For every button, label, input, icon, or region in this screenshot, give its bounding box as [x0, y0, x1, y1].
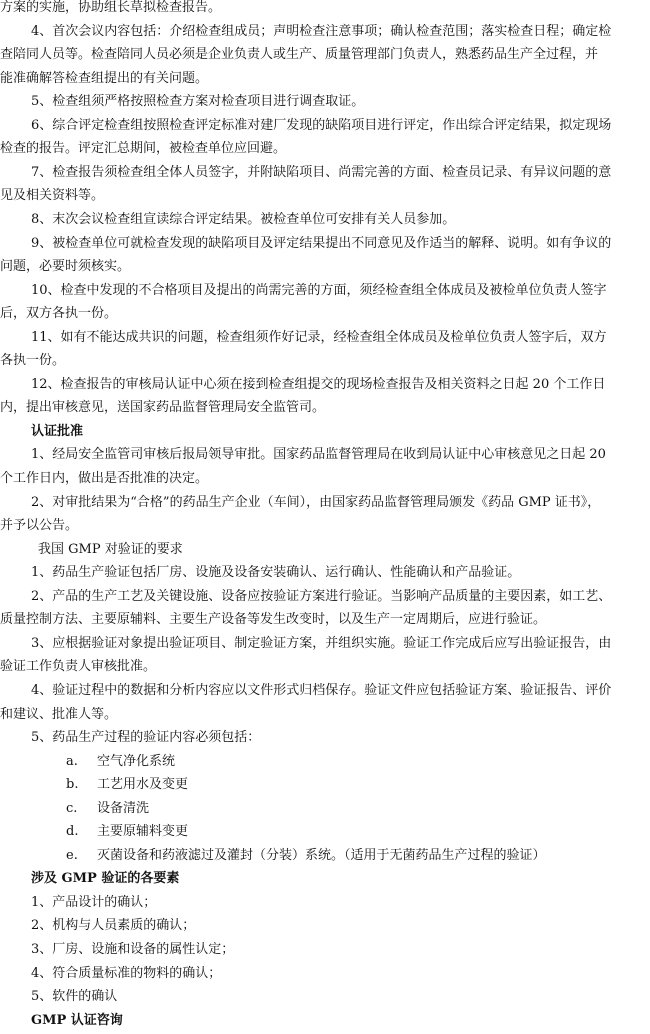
text-line: 各执一份。 [0, 353, 66, 368]
text-line: 检查的报告。评定汇总期间，被检查单位应回避。 [0, 141, 287, 156]
text-line: 见及相关资料等。 [0, 188, 105, 203]
text-line: 方案的实施，协助组长草拟检查报告。 [0, 0, 222, 15]
section-heading-approval: 认证批准 [31, 424, 84, 439]
list-marker: c. [66, 801, 78, 816]
paragraph-7-line: 7、检查报告须检查组全体人员签字，并附缺陷项目、尚需完善的方面、检查员记录、有异议问题的意 [31, 165, 612, 180]
list-item: 灭菌设备和药液滤过及灌封（分装）系统。（适用于无菌药品生产过程的验证） [97, 848, 546, 863]
approval-item-1: 1、经局安全监管司审核后报局领导审批。国家药品监督管理局在收到局认证中心审核意见之日起 20 [31, 447, 606, 462]
text-line: 和建议、批准人等。 [0, 707, 118, 722]
list-item: 主要原辅料变更 [97, 824, 189, 839]
text-line: 查陪同人员等。检查陪同人员必须是企业负责人或生产、质量管理部门负责人，熟悉药品生产全过程，并 [0, 47, 599, 62]
list-marker: a. [66, 754, 78, 769]
list-marker: b. [66, 777, 79, 792]
paragraph-9-line: 9、被检查单位可就检查发现的缺陷项目及评定结果提出不同意见及作适当的解释、说明。如有争议的 [31, 236, 612, 251]
paragraph-12-line: 12、检查报告的审核局认证中心须在接到检查组提交的现场检查报告及相关资料之日起 20 个工作日 [31, 377, 606, 392]
elements-item-4: 4、符合质量标准的物料的确认； [31, 966, 222, 981]
list-marker: d. [66, 824, 79, 839]
section-heading-validation: 我国 GMP 对验证的要求 [38, 542, 183, 557]
validation-item-1: 1、药品生产验证包括厂房、设施及设备安装确认、运行确认、性能确认和产品验证。 [31, 565, 521, 580]
paragraph-4-line: 4、首次会议内容包括：介绍检查组成员；声明检查注意事项；确认检查范围；落实检查日程；确定检 [31, 24, 612, 39]
text-line: 个工作日内，做出是否批准的决定。 [0, 471, 209, 486]
validation-item-2: 2、产品的生产工艺及关键设施、设备应按验证方案进行验证。当影响产品质量的主要因素，如工艺、 [31, 589, 612, 604]
paragraph-11-line: 11、如有不能达成共识的问题，检查组须作好记录，经检查组全体成员及检单位负责人签字后，双方 [31, 330, 607, 345]
elements-item-1: 1、产品设计的确认； [31, 895, 157, 910]
validation-item-5: 5、药品生产过程的验证内容必须包括： [31, 730, 261, 745]
list-item: 设备清洗 [97, 801, 150, 816]
paragraph-10-line: 10、检查中发现的不合格项目及提出的尚需完善的方面，须经检查组全体成员及被检单位负责人签字 [31, 283, 607, 298]
section-heading-elements: 涉及 GMP 验证的各要素 [31, 871, 180, 886]
text-line: 内，提出审核意见，送国家药品监督管理局安全监管司。 [0, 400, 326, 415]
approval-item-2: 2、对审批结果为“合格”的药品生产企业（车间），由国家药品监督管理局颁发《药品 GMP 证书》， [31, 495, 601, 510]
section-heading-consulting: GMP 认证咨询 [31, 1013, 123, 1028]
text-line: 质量控制方法、主要原辅料、主要生产设备等发生改变时，以及生产一定周期后，应进行验证。 [0, 612, 547, 627]
list-item: 空气净化系统 [97, 754, 176, 769]
text-line: 验证工作负责人审核批准。 [0, 659, 157, 674]
validation-item-4: 4、验证过程中的数据和分析内容应以文件形式归档保存。验证文件应包括验证方案、验证报告、评价 [31, 683, 612, 698]
paragraph-6-line: 6、综合评定检查组按照检查评定标准对建厂发现的缺陷项目进行评定，作出综合评定结果，拟定现场 [31, 118, 612, 133]
text-line: 后，双方各执一份。 [0, 306, 118, 321]
text-line: 问题，必要时须核实。 [0, 259, 131, 274]
text-line: 能准确解答检查组提出的有关问题。 [0, 71, 209, 86]
paragraph-5-line: 5、检查组须严格按照检查方案对检查项目进行调查取证。 [31, 94, 365, 109]
elements-item-5: 5、软件的确认 [31, 989, 118, 1004]
paragraph-8-line: 8、末次会议检查组宣读综合评定结果。被检查单位可安排有关人员参加。 [31, 212, 456, 227]
list-marker: e. [66, 848, 78, 863]
text-line: 并予以公告。 [0, 518, 79, 533]
elements-item-2: 2、机构与人员素质的确认； [31, 918, 196, 933]
elements-item-3: 3、厂房、设施和设备的属性认定； [31, 942, 235, 957]
validation-item-3: 3、应根据验证对象提出验证项目、制定验证方案，并组织实施。验证工作完成后应写出验证报告，由 [31, 636, 612, 651]
list-item: 工艺用水及变更 [97, 777, 189, 792]
